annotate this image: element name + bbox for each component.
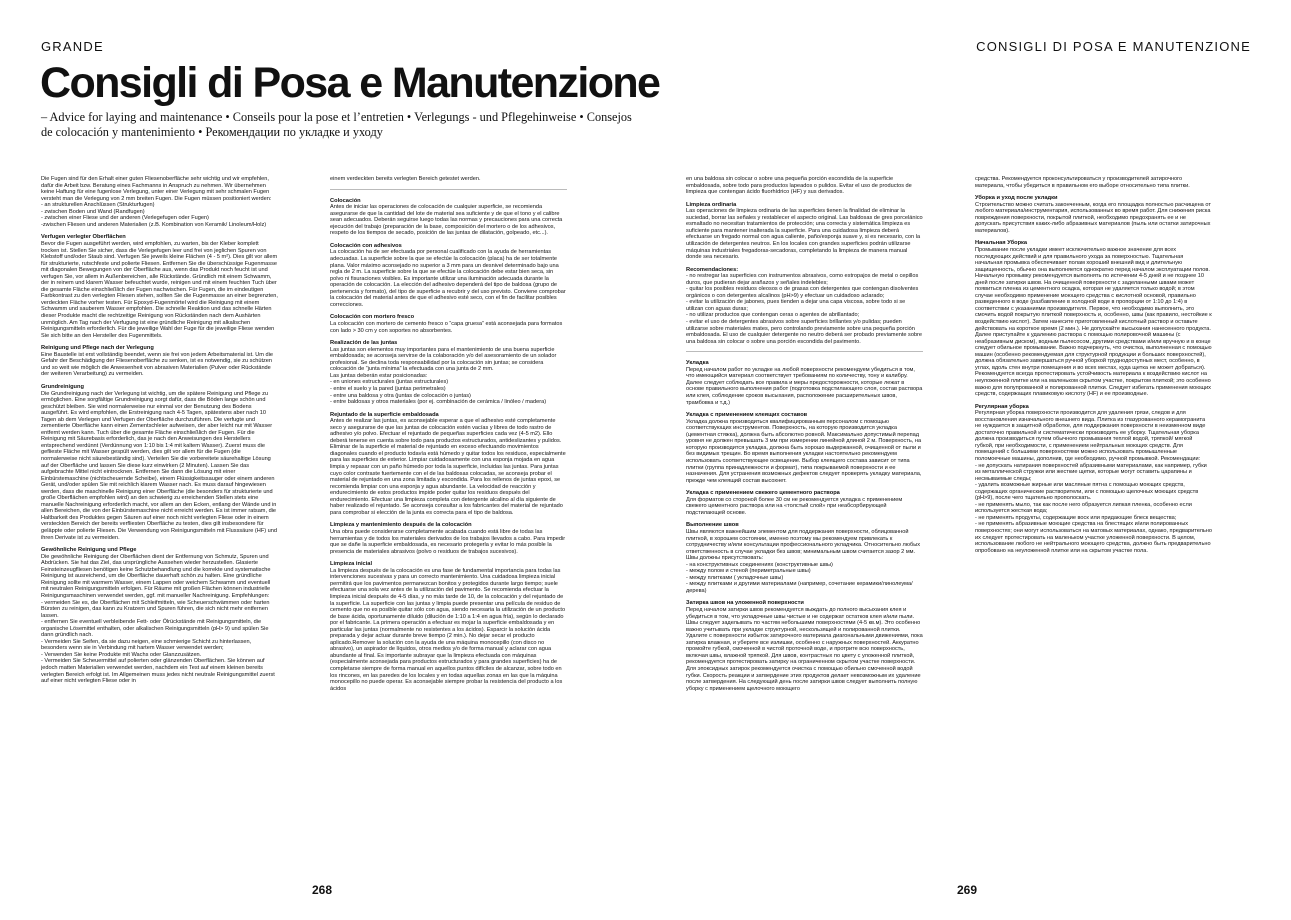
text-block — [41, 234, 278, 339]
divider — [686, 351, 923, 352]
page-title: Consigli di Posa e Manutenzione — [40, 59, 660, 107]
text-block — [330, 340, 567, 406]
section-header: CONSIGLI DI POSA E MANUTENZIONE — [976, 39, 1251, 54]
paragraph: Una obra puede considerarse completamente acabada cuando está libre de todas las herramientas y de todos los materiales derivados de los trabajos llevados a cabo. Para impedir que se dañe la superficie embaldosada, es necesario protegerla y evitar lo más posible la presencia de materiales abrasivos (polvo o residuos de trabajos sucesivos). — [330, 528, 566, 555]
text-column-3 — [686, 176, 923, 876]
paragraph: Die Grundreinigung nach der Verlegung ist wichtig, um die spätere Reinigung und Pflege zu ermöglichen. Eine sorgfältige Grundreinigung sorgt dafür, dass die Böden lange schön und geschützt bleiben. Sie wird normalerweise nur einmal vor der Benutzung des Bodens ausgeführt. Es wird empfohlen, die Erstreinigung nach 4-5 Tagen, spätestens aber nach 10 Tagen ab dem Verlegen und Verfugen der Oberfläche durchzuführen. Die verfugte und zementierte Oberfläche kann einen Zementschleier aufweisen, der aber leicht nur mit Wasser entfernt werden kann. Tuch über die gesamte Fläche einschließlich der Fugen. Für die Reinigung mit Säurebasis erforderlich, das je nach den Anweisungen des Herstellers entsprechend verdünnt (Verdünnung von 1:10 bis 1:4 mit kaltem Wasser). Zuerst muss die geflieste Fläche mit Wasser gespült werden, dies gilt vor allem für die Fugen (die normalerweise nicht säurebeständig sind). Verteilen Sie die vorbereitete säurehaltige Lösung auf der Oberfläche und lassen Sie diese kurz einwirken (2 Minuten). Lassen Sie das aufgebrachte Mittel nicht eintrocknen. Entfernen Sie dann die Lösung mit einer Einbürstemaschine (nichtscheuernde Scheibe), einem Flüssigkeitssauger oder einem anderen Gerät, und/oder spülen Sie mit reichlich klarem Wasser nach. Es muss darauf hingewiesen werden, dass die maschinelle Reinigung einer Oberfläche (die besonders für strukturierte und große Oberflächen empfohlen wird) an den schwierig zu erreichenden Stellen stets eine manuelle Nachreinigung erforderlich macht, vor allem an den Ecken, entlang der Wände und in allen Bereichen, die von der Einbürstemaschine nicht erreicht werden. Es ist immer ratsam, die Haltbarkeit des Produktes gegen Säuren auf einer noch nicht verlegten Fliese oder in einem versteckten Bereich der bereits verfliesten Oberfläche zu testen, dies gilt insbesondere für geläppte oder polierte Fliesen. Die Verwendung von Reinigungsmitteln mit Flusssäure (HF) und ihren Derivate ist zu vermeiden. — [41, 390, 277, 541]
paragraph: La colocación con mortero de cemento fresco o “capa gruesa” está aconsejada para formatos con lado > 30 cm y con soportes no absorbentes. — [330, 320, 563, 334]
text-block — [686, 490, 923, 516]
section-heading: Затирка швов на уложенной поверхности — [686, 600, 804, 607]
section-heading: Укладка с применением клеящих составов — [686, 412, 808, 419]
section-heading: Limpieza y mantenimiento después de la colocación — [330, 522, 472, 529]
paragraph: Укладка должна производиться квалифицированным персоналом с помощью соответствующих инструментов. Поверхность, на которую производится укладка (цементная стяжка), должна быть абсолютно ровной. Максимально допустимый перепад уровня не должен превышать 3 мм при измерении линейной длиной 2 м. Поверхность, на которую производится укладка, должна быть хорошо выдержанной, очищенной от пыли и без видимых трещин. Во время выполнения укладки настоятельно рекомендуем использовать соответствующее освещение. Выбор клеящего состава зависит от типа плитки (группа принадлежности и формат), типа покрываемой поверхности и ее назначения. Для устранения возможных дефектов следует проверять укладку материала, прежде чем клеящий состав высохнет. — [686, 418, 922, 484]
text-column-4 — [975, 176, 1212, 876]
paragraph: Для форматов со стороной более 30 см не рекомендуется укладка с применением свежего цементного раствора или на «толстый слой» при неабсорбирующей подстилающей основе. — [686, 496, 903, 516]
paragraph: Las juntas son elementos muy importantes para el mantenimiento de una buena superficie embaldosada; se aconseja servirse de la colaboración y/o del asesoramiento de un solador profesional. Se declina toda responsabilidad por la colocación sin juntas; se considera colocación de “junta mínima” la efectuada con una junta de 2 mm. Las juntas deberán estar posicionadas: - en uniones estructurales (juntas estructurales) - entre el suelo y la pared (juntas perimetrales) - entre una baldosa y otra (juntas de colocación o juntas) - entre baldosas y otros materiales (por ej. combinación de cerámica / linóleo / madera) — [330, 346, 557, 406]
text-block — [330, 176, 567, 183]
text-column-2 — [330, 176, 567, 876]
section-heading: Colocación — [330, 197, 361, 204]
section-heading: Verfugen verlegter Oberflächen — [41, 234, 126, 241]
section-heading: Colocación con mortero fresco — [330, 314, 415, 321]
paragraph: Antes de iniciar las operaciones de colocación de cualquier superficie, se recomienda asegurarse de que la cantidad del lote de material sea suficiente y de que el tono y el calibre sean adecuados. Deberán seguirse luego todas las normas y precauciones para una correcta ejecución del trabajo (preparación de la base, composición del mortero o de los adhesivos, respeto de los tiempos de secado, posición de las juntas de dilatación, golpeado, etc...). — [330, 204, 563, 237]
section-heading: Gewöhnliche Reinigung und Pflege — [41, 547, 137, 554]
paragraph: La limpieza después de la colocación es una fase de fundamental importancia para todas las intervenciones sucesivas y para un correcto mantenimiento. Una cuidadosa limpieza inicial permitirá que los pavimentos permanezcan bonitos y protegidos durante largo tiempo; suele efectuarse una sola vez antes de la utilización del pavimento. Se recomienda efectuar la limpieza inicial después de 4-5 días, y no más tarde de 10, de la colocación y del rejuntado de la superficie. La superficie con las juntas y limpia puede presentar una película de residuo de cemento que no es posible quitar sólo con agua, siendo necesaria la utilización de un producto de base ácida, oportunamente diluido (dilución de 1:10 a 1:4 en agua fría), según lo declarado por el fabricante. La primera operación a efectuar es mojar la superficie embaldosada y en particular las juntas (normalmente no resistentes a los ácidos). Esparcir la solución ácida preparada y dejar actuar durante breve tiempo (2 min.). No dejar secar el producto aplicado.Remover la solución con la ayuda de una máquina monocepillo (con disco no abrasivo), un aspirador de líquidos, otros medios y/o de forma manual y aclarar con agua abundante al final. Es importante subrayar que la limpieza efectuada con máquinas (especialmente aconsejada para productos estructurados y para grandes superficies) ha de completarse siempre de forma manual en aquellos puntos difíciles de alcanzar, sobre todo en los rincones, en las paredes de los locales y en todas aquellas zonas en las que la máquina monocepillo no puede operar. Es aconsejable siempre probar la resistencia del producto a los ácidos — [330, 567, 566, 692]
section-heading: Уборка и уход после укладки — [975, 195, 1058, 202]
paragraph: Швы являются важнейшим элементом для поддержания поверхности, облицованной плиткой, в хорошем состоянии, именно поэтому мы рекомендуем привлекать к сотрудничеству и/или консультации профессионального укладчика. Относительно любых ответственность в случае укладки без швов; минимальным швом считается зазор 2 мм. Швы должны присутствовать: - на конструктивных соединениях (конструктивные швы) - между полом и стеной (периметральные швы) - между плитками ( укладочные швы) - между плитками и другими материалами (например, сочетание керамики/линолеума/ дерева) — [686, 528, 921, 594]
text-block — [686, 360, 923, 406]
section-heading: Colocación con adhesivos — [330, 242, 402, 249]
paragraph: Eine Baustelle ist erst vollständig beendet, wenn sie frei von jedem Arbeitsmaterial ist. Um die Gefahr der Beschädigung der Fliesenoberfläche zu senken, ist es notwendig, sie zu schützen und so weit wie möglich die Anwesenheit von abrasiven Materialien (Pulver oder Rückstände der weiteren Verarbeitung) zu vermeiden. — [41, 351, 273, 378]
text-block — [330, 243, 567, 309]
paragraph: - no restregar las superficies con instrumentos abrasivos, como estropajos de metal o cepillos duros, que pudieran dejar arañazos y señales indelebles; - quitar los posibles residuos oleosos o de grasas con detergentes que contengan disolventes orgánicos o con detergentes alcalinos (pH>9) y efectuar un cuidadoso aclarado; - evitar la utilización de jabones, pues tienden a dejar una capa viscosa, sobre todo si se utilizan con aguas duras; - no utilizar productos que contengan ceras o agentes de abrillantado; - evitar el uso de detergentes abrasivos sobre superficies brillantes y/o pulidas; pueden utilizarse sobre materiales mates, pero controlando previamente sobre una pequeña porción embaldosada. El uso de cualquier detergente no neutro deberá ser probado previamente sobre una baldosa sin colocar o sobre una porción escondida del pavimento. — [686, 273, 923, 345]
text-block — [975, 404, 1212, 555]
section-heading: Limpieza inicial — [330, 561, 373, 568]
paragraph: Die Fugen sind für den Erhalt einer guten Fliesenoberfläche sehr wichtig und wir empfehlen, dafür die Arbeit bzw. Beratung eines Fachmanns in Anspruch zu nehmen. Wir übernehmen keine Haftung für eine fugenlose Verlegung, unter einer Verlegung mit sehr schmalen Fugen versteht man die Verlegung von 2 mm breiten Fugen. Die Fugen müssen positioniert werden: - an strukturellen Anschlüssen (Strukturfugen) - zwischen Boden und Wand (Randfugen) - zwischen einer Fliese und der anderen (Verlegefugen oder Fugen) -zwischen Fliesen und anderen Materialien (z.B. Kombination von Keramik/ Linoleum/Holz) — [41, 176, 272, 228]
page-number-left: 268 — [312, 883, 333, 897]
text-block — [41, 384, 278, 541]
paragraph: Antes de realizar las juntas, es aconsejable esperar a que el adhesivo esté completamente seco y asegurarse de que las juntas de colocación estén vacías y libres de todo rastro de adhesivo y/o polvo. Efectuar el rejuntado de pequeñas superficies cada vez (4-5 m2). Ello deberá tenerse en cuenta sobre todo para productos estructurados, antideslizantes y pulidos. Eliminar de la superficie el material de rejuntado en exceso efectuando movimientos diagonales cuando el producto todavía está húmedo y quitar todos los residuos, especialmente para las superficies de exterior. Limpiar cuidadosamente con una esponja mojada en agua limpia y repasar con un paño húmedo por toda la superficie, incluidas las juntas. Para juntas cuyo color contraste fuertemente con el de las baldosas colocadas, se aconseja probar el material de rejuntado en una zona limitada y escondida. Para los rellenos de juntas epoxi, se recomienda limpiar con una esponja y agua abundante. La velocidad de reacción y endurecimiento de estos productos impide poder quitar los residuos después del endurecimiento. Efectuar una limpieza completa con detergente alcalino al día siguiente de haber realizado el rejuntado. Se aconseja consultar a los fabricantes del material de rejuntado para comprobar si elección de la junta es correcta para el tipo de baldosa. — [330, 418, 566, 516]
text-block — [686, 522, 923, 594]
paragraph: einem verdeckten bereits verlegten Bereich getestet werden. — [330, 176, 481, 182]
text-block — [975, 240, 1212, 397]
text-block — [686, 267, 923, 346]
text-block — [330, 522, 567, 555]
page-subtitle: – Advice for laying and maintenance • Conseils pour la pose et l’entretien • Verlegungs - und Pflegehinweise • Consejos de colocación y mantenimiento • Рекомендации по укладке и уходу — [41, 110, 632, 139]
text-block — [975, 176, 1212, 189]
paragraph: en una baldosa sin colocar o sobre una pequeña porción escondida de la superficie embaldosada, sobre todo para productos lapeados o pulidos. Evitar el uso de productos de limpieza que contengan ácido fluorhídrico (HF) y sus derivados. — [686, 176, 912, 196]
text-block — [686, 600, 923, 692]
text-block — [330, 412, 567, 517]
section-heading: Регулярная уборка — [975, 403, 1029, 410]
text-block — [330, 314, 567, 334]
brand-header: GRANDE — [41, 39, 104, 54]
divider — [330, 189, 567, 190]
section-heading: Начальная Уборка — [975, 240, 1028, 247]
paragraph: Las operaciones de limpieza ordinaria de las superficies tienen la finalidad de eliminar la suciedad, borrar las señales y restablecer el aspecto original. Las baldosas de gres porcelánico esmaltado no necesitan tratamientos de protección; una correcta y sistemática limpieza es suficiente para mantener inalterada la superficie. Para una cuidadosa limpieza deberá efectuarse un fregado normal con agua caliente, paño/esponja suave y, si es necesario, con la utilización de detergentes neutros. En los locales con grandes superficies podrán utilizarse máquinas industriales fregadoras-secadoras, completando la limpieza de manera manual donde sea necesario. — [686, 208, 923, 261]
section-heading: Выполнение швов — [686, 522, 739, 529]
text-block — [975, 195, 1212, 234]
section-heading: Realización de las juntas — [330, 340, 398, 347]
section-heading: Recomendaciones: — [686, 266, 739, 273]
text-block — [41, 345, 278, 378]
paragraph: Перед началом работ по укладке на любой поверхности рекомендуем убедиться в том, что имеющийся материал соответствует требованиям по количеству, тону и калибру. Далее следует соблюдать все правила и меры предосторожности, которые лежат в основе правильного выполнения работ (подготовка подстилающего слоя, состав раствора или клея, соблюдение сроков высыхания, расположение расширительных швов, трамбовка и т.д.) — [686, 366, 923, 406]
section-heading: Укладка — [686, 360, 709, 367]
text-block — [41, 547, 278, 685]
section-heading: Укладка с применением свежего цементного раствора — [686, 490, 840, 497]
paragraph: Регулярная уборка поверхности производится для удаления грязи, следов и для восстановления изначального внешнего вида. Плитка из глазурованного керамогранита не нуждается в защитной обработке, для поддержания поверхности в неизменном виде достаточно правильной и систематически производить ее уборку. Тщательная уборка должна производиться путем обычного промывания теплой водой, тряпкой/ мягкой губкой, при необходимости, с применением нейтральных моющих средств. Для помещений с большими поверхностями можно использовать промышленные поломоечные машины, дополнив, где необходимо, ручной промывкой. Рекомендации: - не допускать натирания поверхностей абразивными материалами, как например, губки из металлической стружки или жесткие щетки, которые могут оставить царапины и несмываемые следы; - удалить возможные жирные или масляные пятна с помощью моющих средств, содержащих органические растворители, или с помощью щелочных моющих средств (pH>9), после чего тщательно прополоскать. - не применять мыло, так как после него образуется липкая пленка, особенно если используется жесткая вода; - не применять продукты, содержащие воск или придающие блеск вещества; - не применять абразивные моющие средства на блестящих и/или полированных поверхностях; они могут использоваться на матовых материалах, однако, предварительно их следует протестировать на маленьком участке уложенной поверхности. В целом, использование любого не нейтрального моющего средства, должно быть предварительно опробовано на неуложенной плитке или на скрытом участке пола. — [975, 410, 1212, 554]
paragraph: Перед началом затирки швов рекомендуется выждать до полного высыхания клея и убедиться в том, что укладочные швы чистые и не содержат остатков клея и/или пыли. Швы следует заделывать по частям небольшими поверхностями (4-5 кв.м). Это особенно важно учитывать при укладке структурной, нескользящей и полированной плитки. Удалите с поверхности избыток затирочного материала диагональными движениями, пока затирка влажная, и уберите все излишки, особенно с наружных поверхностей. Аккуратно промойте губкой, смоченной в чистой проточной воде, и протрите всю поверхность, включая швы, влажной тряпкой. Для швов, контрастных по цвету с уложенной плиткой, рекомендуется протестировать затирку на ограниченном скрытом участке поверхности. Для эпоксидных затирок рекомендуется очистка с помощью обильно смоченной водой губки. Скорость реакции и затвердение этих продуктов делает невозможным их удаление после затвердения. На следующий день после затирки швов следует выполнить полную уборку с применением щелочного моющего — [686, 607, 923, 692]
section-heading: Limpieza ordinaria — [686, 201, 737, 208]
text-block — [330, 198, 567, 237]
paragraph: Промывание после укладки имеет исключительно важное значение для всех последующих действий и для правильного ухода за поверхностью. Тщательная начальная промывка обеспечивает полам хороший внешний вид и длительную защищенность, обычно она выполняется однократно перед началом эксплуатации полов. Начальную промывку рекомендуется выполнять по истечении 4-5 дней и не позднее 10 дней после затирки швов. На очищенной поверхности с заделанными швами может появиться пленка из цементного осадка, которая не удаляется только водой; в этом случае необходимо применение моющего средства с кислотной основой, правильно разведенного в воде (разбавление в холодной воде в пропорции от 1:10 до 1:4) в соответствии с указаниями производителя. Первое, что необходимо выполнить, это смочить водой покрытую плиткой поверхность и, особенно, швы (как правило, нестойкие к воздействию кислот). Затем нанесите приготовленный кислотный раствор и оставьте действовать на короткое время (2 мин.). Не допускайте высыхания нанесенного продукта. Далее приступайте к удалению раствора с помощью полировочной машины (с неабразивным диском), водным пылесосом, другими средствами и/или вручную и в конце следует обильное промывание. Важно подчеркнуть, что очистка, выполненная с помощью машин (особенно рекомендуемая для структурной продукции и больших поверхностей), должна обязательно завершаться ручной уборкой труднодоступных мест, особенно, в углах, вдоль стен внутри помещения и во всех местах, куда щетка не может добраться). Рекомендуется всегда протестировать устойчивость материала к воздействию кислот на неуложенной плитке или на маленьком скрытом участке, покрытом плиткой; это особенно важно для полупрованной и полированной плитки. Следует избегать применения моющих средств, содержащих плавиковую кислоту (HF) и ее производные. — [975, 247, 1212, 398]
section-heading: Grundreinigung — [41, 383, 84, 390]
section-heading: Reinigung und Pflege nach der Verlegung — [41, 345, 154, 352]
paragraph: La colocación ha de ser efectuada por personal cualificado con la ayuda de herramientas adecuadas. La superficie sobre la que se efectúe la colocación (placa) ha de ser totalmente plana. Valor máximo aconsejado no superior a 3 mm para un desnivel determinado bajo una regla de 2 m. La superficie sobre la que se efectúe la colocación debe estar bien seca, sin polvo ni fisuraciones visibles. Es importante utilizar una iluminación adecuada durante la operación de colocación. La elección del adhesivo dependerá del tipo de baldosa (grupo de pertenencia y formato), del tipo de superficie a recubrir y del uso previsto. Conviene comprobar la colocación del material antes de que el adhesivo esté seco, con el fin de facilitar posibles correcciones. — [330, 249, 566, 308]
text-block — [41, 176, 278, 228]
section-heading: Rejuntado de la superficie embaldosada — [330, 411, 439, 418]
paragraph: Bevor die Fugen ausgeführt werden, wird empfohlen, zu warten, bis der Kleber komplett trocken ist. Stellen Sie sicher, dass die Verlegefugen leer und frei von jeglichen Spuren von Klebstoff und/oder Staub sind. Verfugen Sie jeweils kleine Flächen (4 - 5 m²). Dies gilt vor allem für strukturierte, rutschfeste und polierte Fliesen. Entfernen Sie die überschüssige Fugenmasse mit diagonalen Bewegungen von der Oberfläche aus, wenn das Produkt noch feucht ist und verfugen Sie, vor allem in Außenbereichen, alle Rückstände. Gründlich mit einem Schwamm, der in reinem und klarem Wasser befeuchtet wurde, reinigen und mit einem feuchten Tuch über die gesamte Fläche einschließlich der Fugen nachwischen. Für Fugen, die im eindeutigen Farbkontrast zu den verlegten Fliesen stehen, sollten Sie die Fugenmasse an einer begrenzten, verdeckten Fläche vorher testen. Für Epoxyd-Fugenmörtel wird die Reinigung mit einem Schwamm und sauberem Wasser empfohlen. Die schnelle Reaktion und das schnelle Härten dieser Produkte macht die rechtzeitige Reinigung von Rückständen nach dem Aushärten unmöglich. Am Tag nach der Verfugung ist eine gründliche Reinigung mit alkalischen Reinigungsmitteln erforderlich. Für die jeweilige Wahl der Fuge für die jeweilige Fliese wenden Sie sich bitte an den Hersteller des Fugenmittels. — [41, 240, 278, 339]
text-block — [686, 412, 923, 484]
page-number-right: 269 — [957, 883, 978, 897]
text-column-1 — [41, 176, 278, 876]
text-block — [686, 202, 923, 261]
paragraph: Die gewöhnliche Reinigung der Oberflächen dient der Entfernung von Schmutz, Spuren und Abdrücken. Sie hat das Ziel, das ursprüngliche Aussehen wieder herzustellen. Glasierte Feinsteinzeugfliesen benötigen keine Schutzbehandlung und die korrekte und systematische Reinigung ist ausreichend, um die Oberfläche dauerhaft schön zu halten. Eine gründliche Reinigung sollte mit warmem Wasser, einem Lappen oder weichem Schwamm und eventuell mit neutralen Reinigungsmitteln erfolgen. Für Räume mit großen Flächen können industrielle Reinigungsmaschinen verwendet werden, ggf. mit manueller Nachreinigung. Empfehlungen: - vermeiden Sie es, die Oberflächen mit Schleifmitteln, wie Scheuerschwämmen oder harten Bürsten zu reinigen, das kann zu Kratzern und Spuren führen, die sich nicht mehr entfernen lassen. - entfernen Sie eventuell verbleibende Fett- oder Ölrückstände mit Reinigungsmitteln, die organische Lösemittel enthalten, oder alkalischen Reinigungsmitteln (pH> 9) und spülen Sie dann gründlich nach. - Vermeiden Sie Seifen, da sie dazu neigen, eine schmierige Schicht zu hinterlassen, besonders wenn sie in Verbindung mit hartem Wasser verwendet werden; - Verwenden Sie keine Produkte mit Wachs oder Glanzzusätzen. - Vermeiden Sie Scheuermittel auf polierten oder glänzenden Oberflächen. Sie können auf jedoch matten Materialien verwendet werden, nachdem ein Test auf einem kleinen bereits verlegten Bereich erfolgt ist. Im Allgemeinen muss jedes nicht neutrale Reinigungsmittel zuerst auf einer nicht verlegten Fliese oder in — [41, 553, 275, 685]
paragraph: средства. Рекомендуется проконсультироваться у производителей затирочного материала, чтобы убедиться в правильном его выборе относительно типа плитки. — [975, 176, 1190, 189]
paragraph: Строительство можно считать законченным, когда его площадка полностью расчищена от любого материала/инструментария, использованных во время работ. Для снижения риска повреждения поверхности, покрытой плиткой, необходимо предохранять ее и не допускать присутствия каких-либо абразивных материалов (пыль или остатки затирочных материалов). — [975, 201, 1211, 234]
text-block — [330, 561, 567, 692]
text-block — [686, 176, 923, 196]
